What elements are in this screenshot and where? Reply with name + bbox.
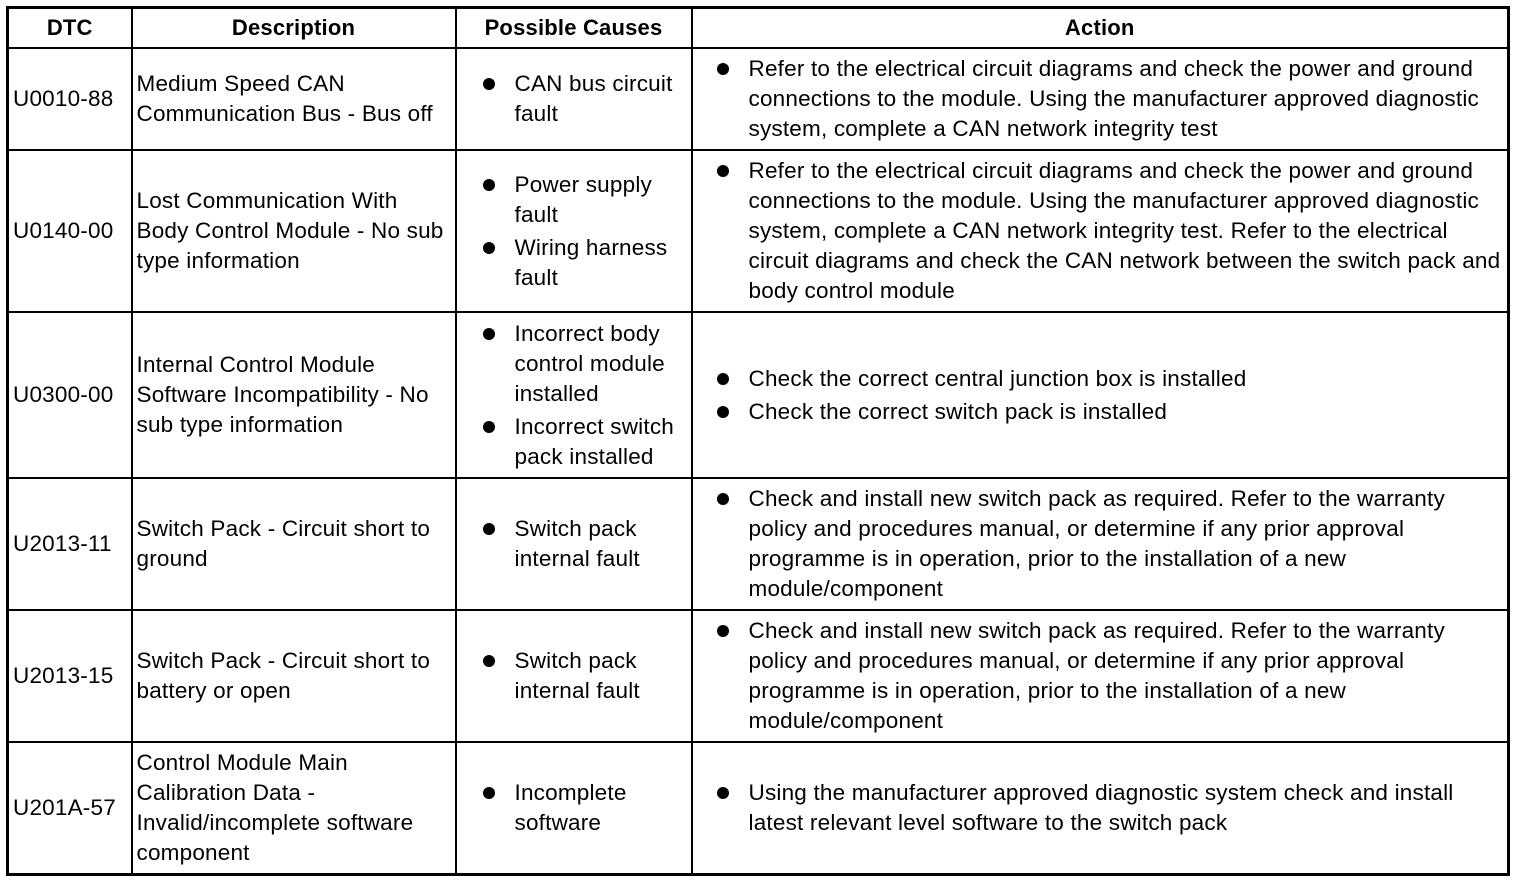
- table-row: [8, 478, 1509, 610]
- action-cell: [692, 48, 1509, 150]
- actions-list: [697, 364, 1504, 427]
- header-possible-causes: Possible Causes: [456, 8, 692, 49]
- actions-list: [697, 484, 1504, 604]
- list-item: [697, 156, 1504, 306]
- action-cell: [692, 610, 1509, 742]
- possible-causes-cell: [456, 742, 692, 874]
- actions-list: [697, 616, 1504, 736]
- bullet-icon: [483, 655, 495, 667]
- action-text: Refer to the electrical circuit diagrams and check the power and ground connections to the module. Using the manufacturer approved diagnostic system, complete a CAN network integrity test: [748, 56, 1479, 141]
- bullet-icon: [483, 78, 495, 90]
- list-item: [461, 69, 687, 129]
- bullet-icon: [483, 328, 495, 340]
- list-item: [697, 484, 1504, 604]
- causes-list: [461, 170, 687, 293]
- dtc-description: Switch Pack - Circuit short to battery or open: [132, 610, 456, 742]
- action-text: Using the manufacturer approved diagnostic system check and install latest relevant level software to the switch pack: [748, 779, 1454, 835]
- cause-text: Power supply fault: [514, 171, 652, 227]
- action-text: Refer to the electrical circuit diagrams and check the power and ground connections to the module. Using the manufacturer approved diagnostic system, complete a CAN network integrity test. Refer to the electrical circuit diagrams and check the CAN network between the switch pack and body control module: [748, 158, 1501, 303]
- bullet-icon: [483, 179, 495, 191]
- actions-list: [697, 54, 1504, 144]
- possible-causes-cell: [456, 312, 692, 478]
- dtc-code: U0300-00: [8, 312, 132, 478]
- action-text: Check and install new switch pack as required. Refer to the warranty policy and procedures manual, or determine if any prior approval programme is in operation, prior to the installation of a new module/component: [748, 486, 1445, 601]
- possible-causes-cell: [456, 478, 692, 610]
- table-row: [8, 150, 1509, 312]
- possible-causes-cell: [456, 48, 692, 150]
- dtc-description: Switch Pack - Circuit short to ground: [132, 478, 456, 610]
- header-description: Description: [132, 8, 456, 49]
- action-cell: [692, 312, 1509, 478]
- possible-causes-cell: [456, 150, 692, 312]
- list-item: [461, 646, 687, 706]
- list-item: [697, 778, 1504, 838]
- action-cell: [692, 742, 1509, 874]
- table-row: [8, 312, 1509, 478]
- dtc-code: U2013-15: [8, 610, 132, 742]
- action-cell: [692, 150, 1509, 312]
- causes-list: [461, 514, 687, 574]
- dtc-description: Control Module Main Calibration Data - Invalid/incomplete software component: [132, 742, 456, 874]
- list-item: [697, 364, 1504, 394]
- bullet-icon: [717, 787, 729, 799]
- list-item: [697, 397, 1504, 427]
- list-item: [461, 778, 687, 838]
- possible-causes-cell: [456, 610, 692, 742]
- list-item: [461, 514, 687, 574]
- list-item: [697, 616, 1504, 736]
- action-text: Check the correct central junction box is installed: [748, 365, 1247, 391]
- table-row: [8, 742, 1509, 874]
- cause-text: Incorrect switch pack installed: [514, 413, 674, 469]
- cause-text: Wiring harness fault: [514, 234, 668, 290]
- dtc-code: U2013-11: [8, 478, 132, 610]
- causes-list: [461, 778, 687, 838]
- dtc-code: U0140-00: [8, 150, 132, 312]
- dtc-code: U0010-88: [8, 48, 132, 150]
- actions-list: [697, 778, 1504, 838]
- header-action: Action: [692, 8, 1509, 49]
- list-item: [461, 170, 687, 230]
- causes-list: [461, 646, 687, 706]
- cause-text: CAN bus circuit fault: [514, 71, 673, 126]
- actions-list: [697, 156, 1504, 306]
- list-item: [461, 233, 687, 293]
- table-body: [8, 48, 1509, 874]
- cause-text: Switch pack internal fault: [514, 648, 640, 703]
- dtc-description: Lost Communication With Body Control Module - No sub type information: [132, 150, 456, 312]
- causes-list: [461, 69, 687, 129]
- table-row: [8, 610, 1509, 742]
- bullet-icon: [717, 406, 729, 418]
- bullet-icon: [717, 493, 729, 505]
- bullet-icon: [483, 523, 495, 535]
- list-item: [697, 54, 1504, 144]
- list-item: [461, 319, 687, 409]
- bullet-icon: [483, 787, 495, 799]
- causes-list: [461, 319, 687, 472]
- bullet-icon: [717, 165, 729, 177]
- table-row: [8, 48, 1509, 150]
- bullet-icon: [483, 421, 495, 433]
- dtc-description: Internal Control Module Software Incompatibility - No sub type information: [132, 312, 456, 478]
- bullet-icon: [717, 625, 729, 637]
- action-text: Check and install new switch pack as required. Refer to the warranty policy and procedures manual, or determine if any prior approval programme is in operation, prior to the installation of a new module/component: [748, 618, 1445, 733]
- dtc-description: Medium Speed CAN Communication Bus - Bus off: [132, 48, 456, 150]
- bullet-icon: [717, 373, 729, 385]
- list-item: [461, 412, 687, 472]
- header-row: [8, 8, 1509, 49]
- action-text: Check the correct switch pack is installed: [748, 398, 1168, 424]
- cause-text: Incomplete software: [514, 779, 627, 835]
- bullet-icon: [483, 242, 495, 254]
- cause-text: Switch pack internal fault: [514, 516, 640, 571]
- action-cell: [692, 478, 1509, 610]
- dtc-code: U201A-57: [8, 742, 132, 874]
- dtc-table: [6, 6, 1510, 876]
- cause-text: Incorrect body control module installed: [514, 320, 665, 406]
- header-dtc: DTC: [8, 8, 132, 49]
- bullet-icon: [717, 63, 729, 75]
